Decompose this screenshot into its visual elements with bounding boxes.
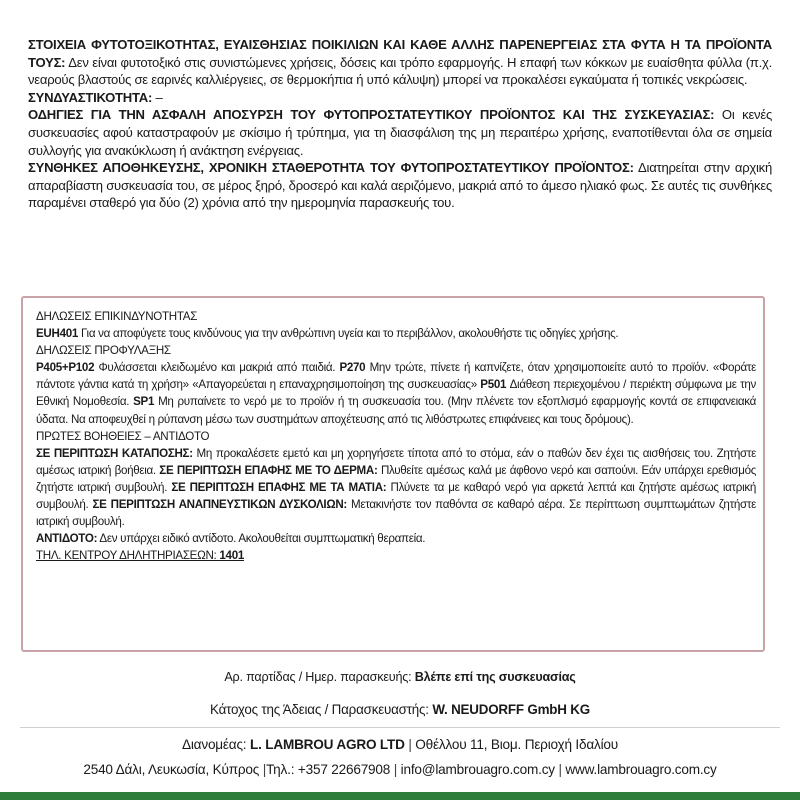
distributor-address: Οθέλλου 11, Βιομ. Περιοχή Ιδαλίου (415, 737, 619, 752)
phytotoxicity-heading: ΣΤΟΙΧΕΙΑ ΦΥΤΟΤΟΞΙΚΟΤΗΤΑΣ, ΕΥΑΙΣΘΗΣΙΑΣ ΠΟΙΚΙΛΙΩΝ ΚΑΙ ΚΑΘΕ ΑΛΛΗΣ ΠΑΡΕΝΕΡΓΕΙΑΣ ΣΤΑ ΦΥΤΑ Η ΤΑ ΠΡΟΪΟΝΤΑ ΤΟΥΣ: (28, 37, 772, 70)
license-holder-line (0, 702, 800, 717)
euh401-code: EUH401 (36, 327, 79, 341)
p270-code: P270 (339, 361, 366, 375)
distributor-value: L. LAMBROU AGRO LTD (249, 737, 405, 752)
eye-contact-heading: ΣΕ ΠΕΡΙΠΤΩΣΗ ΕΠΑΦΗΣ ΜΕ ΤΑ ΜΑΤΙΑ: (171, 480, 387, 494)
phone-text: Τηλ.: +357 22667908 (266, 762, 391, 777)
breathing-text: Μετακινήστε τον παθόντα σε καθαρό αέρα. Σε περίπτωση συμπτωμάτων ζητήστε ιατρική συμβουλή. (36, 498, 757, 529)
storage-text: Διατηρείται στην αρχική απαραβίαστη συσκευασία του, σε μέρος ξηρό, δροσερό και καλά αεριζόμενο, μακριά από το άμεσο ηλιακό φως. Σε αυτές τις συνθήκες παραμένει σταθερό για δύο (2) χρόνια από την ημερομηνία παρασκευής του. (28, 160, 772, 211)
website-link[interactable]: www.lambrouagro.com.cy (565, 762, 717, 777)
product-info-section (28, 36, 772, 212)
distributor-line (0, 737, 800, 752)
license-holder-value: W. NEUDORFF GmbH KG (432, 702, 590, 717)
euh401-text: Για να αποφύγετε τους κινδύνους για την ανθρώπινη υγεία και το περιβάλλον, ακολουθήστε τις οδηγίες χρήσης. (78, 327, 619, 341)
address-text: 2540 Δάλι, Λευκωσία, Κύπρος (83, 762, 260, 777)
first-aid-title: ΠΡΩΤΕΣ ΒΟΗΘΕΙΕΣ – ΑΝΤΙΔΟΤΟ (36, 429, 210, 443)
p405-text: Φυλάσσεται κλειδωμένο και μακριά από παιδιά. (94, 361, 340, 375)
sp1-text: Μη ρυπαίνετε το νερό με το προϊόν ή τη συσκευασία του. (Μην πλένετε τον εξοπλισμό εφαρμογής κοντά σε επιφανειακά ύδατα. Να αποφευχθεί η ρύπανση μέσω των συστημάτων αποχέτευσης από τις λιθόστρωτες επιφάνειες και τους δρόμους). (36, 395, 757, 426)
poison-center-number: 1401 (216, 549, 244, 563)
hazard-statements-title: ΔΗΛΩΣΕΙΣ ΕΠΙΚΙΝΔΥΝΟΤΗΤΑΣ (36, 310, 198, 323)
antidote-line (36, 530, 756, 547)
breathing-heading: ΣΕ ΠΕΡΙΠΤΩΣΗ ΑΝΑΠΝΕΥΣΤΙΚΩΝ ΔΥΣΚΟΛΙΩΝ: (92, 498, 347, 512)
sp1-code: SP1 (133, 395, 155, 409)
antidote-heading: ΑΝΤΙΔΟΤΟ: (36, 532, 98, 546)
batch-info-line (0, 670, 800, 684)
p501-code: P501 (480, 378, 507, 392)
disposal-paragraph (28, 106, 772, 159)
batch-value: Βλέπε επί της συσκευασίας (414, 670, 576, 684)
footer-divider (20, 727, 780, 728)
contact-line: 2540 Δάλι, Λευκωσία, Κύπρος |Τηλ.: +357 22667908 | info@lambrouagro.com.cy | www.lambrouagro.com.cy (83, 762, 717, 777)
compatibility-heading: ΣΥΝΔΥΑΣΤΙΚΟΤΗΤΑ: (28, 89, 153, 105)
distributor-separator: | (404, 737, 416, 752)
euh401-statement (36, 325, 756, 342)
antidote-text: Δεν υπάρχει ειδικό αντίδοτο. Ακολουθείται συμπτωματική θεραπεία. (97, 532, 426, 546)
ingestion-text: Μη προκαλέσετε εμετό και μη χορηγήσετε τίποτα από το στόμα, εάν ο παθών δεν έχει τις αισθήσεις του. Ζητήστε αμέσως ιατρική βοήθεια. (36, 446, 756, 477)
p405-code: P405+P102 (36, 361, 95, 375)
precautionary-statements (36, 359, 756, 427)
storage-paragraph (28, 159, 772, 212)
distributor-label: Διανομέας: (181, 737, 250, 752)
safety-statements-text (36, 308, 756, 564)
eye-contact-text: Πλύνετε τα με καθαρό νερό για αρκετά λεπτά και ζητήστε αμέσως ιατρική συμβουλή. (36, 480, 756, 512)
phytotoxicity-paragraph (28, 36, 772, 89)
skin-contact-text: Πλυθείτε αμέσως καλά με άφθονο νερό και σαπούνι. Εάν υπάρχει ερεθισμός ζητήστε ιατρική συμβουλή. (36, 463, 757, 494)
storage-heading: ΣΥΝΘΗΚΕΣ ΑΠΟΘΗΚΕΥΣΗΣ, ΧΡΟΝΙΚΗ ΣΤΑΘΕΡΟΤΗΤΑ ΤΟΥ ΦΥΤΟΠΡΟΣΤΑΤΕΥΤΙΚΟΥ ΠΡΟΪΟΝΤΟΣ: (28, 160, 634, 176)
disposal-heading: ΟΔΗΓΙΕΣ ΓΙΑ ΤΗΝ ΑΣΦΑΛΗ ΑΠΟΣΥΡΣΗ ΤΟΥ ΦΥΤΟΠΡΟΣΤΑΤΕΥΤΙΚΟΥ ΠΡΟΪΟΝΤΟΣ ΚΑΙ ΤΗΣ ΣΥΣΚΕΥΑΣΙΑΣ: (28, 107, 715, 123)
disposal-text: Οι κενές συσκευασίες αφού καταστραφούν με σκίσιμο ή τρύπημα, για τη διασφάλιση της μη περαιτέρω χρήσης, εναποτίθενται όλα σε σημεία συλλογής για ανακύκλωση ή ανάκτηση ενέργειας. (28, 107, 773, 158)
bottom-green-bar (0, 792, 800, 800)
p270-text: Μην τρώτε, πίνετε ή καπνίζετε, όταν χρησιμοποιείτε αυτό το προϊόν. «Φοράτε πάντοτε γάντια κατά τη χρήση» «Απαγορεύεται η επαναχρησιμοποίηση της συσκευασίας» (36, 361, 756, 392)
poison-center-line (36, 547, 756, 564)
batch-label: Αρ. παρτίδας / Ημερ. παρασκευής: (224, 670, 415, 684)
poison-center-label: ΤΗΛ. ΚΕΝΤΡΟΥ ΔΗΛΗΤΗΡΙΑΣΕΩΝ: (36, 549, 217, 563)
skin-contact-heading: ΣΕ ΠΕΡΙΠΤΩΣΗ ΕΠΑΦΗΣ ΜΕ ΤΟ ΔΕΡΜΑ: (159, 463, 378, 477)
license-holder-label: Κάτοχος της Άδειας / Παρασκευαστής: (210, 702, 433, 717)
compatibility-text: – (152, 89, 163, 105)
precautionary-statements-title: ΔΗΛΩΣΕΙΣ ΠΡΟΦΥΛΑΞΗΣ (36, 344, 171, 358)
p501-text: Διάθεση περιεχομένου / περιέκτη σύμφωνα με την Εθνική Νομοθεσία. (36, 378, 757, 409)
compatibility-paragraph (28, 89, 772, 107)
email-link[interactable]: info@lambrouagro.com.cy (400, 762, 555, 777)
ingestion-heading: ΣΕ ΠΕΡΙΠΤΩΣΗ ΚΑΤΑΠΟΣΗΣ: (36, 446, 193, 460)
first-aid-instructions (36, 445, 756, 530)
phytotoxicity-text: Δεν είναι φυτοτοξικό στις συνιστώμενες χρήσεις, δόσεις και τρόπο εφαρμογής. Η επαφή των κόκκων με ευαίσθητα φύλλα (π.χ. νεαρούς βλαστούς σε εαρινές καλλιέργειες, σε θερμοκήπια ή υπό κάλυψη) μπορεί να προκαλέσει εγκαύματα ή τοπικές νεκρώσεις. (28, 54, 772, 88)
